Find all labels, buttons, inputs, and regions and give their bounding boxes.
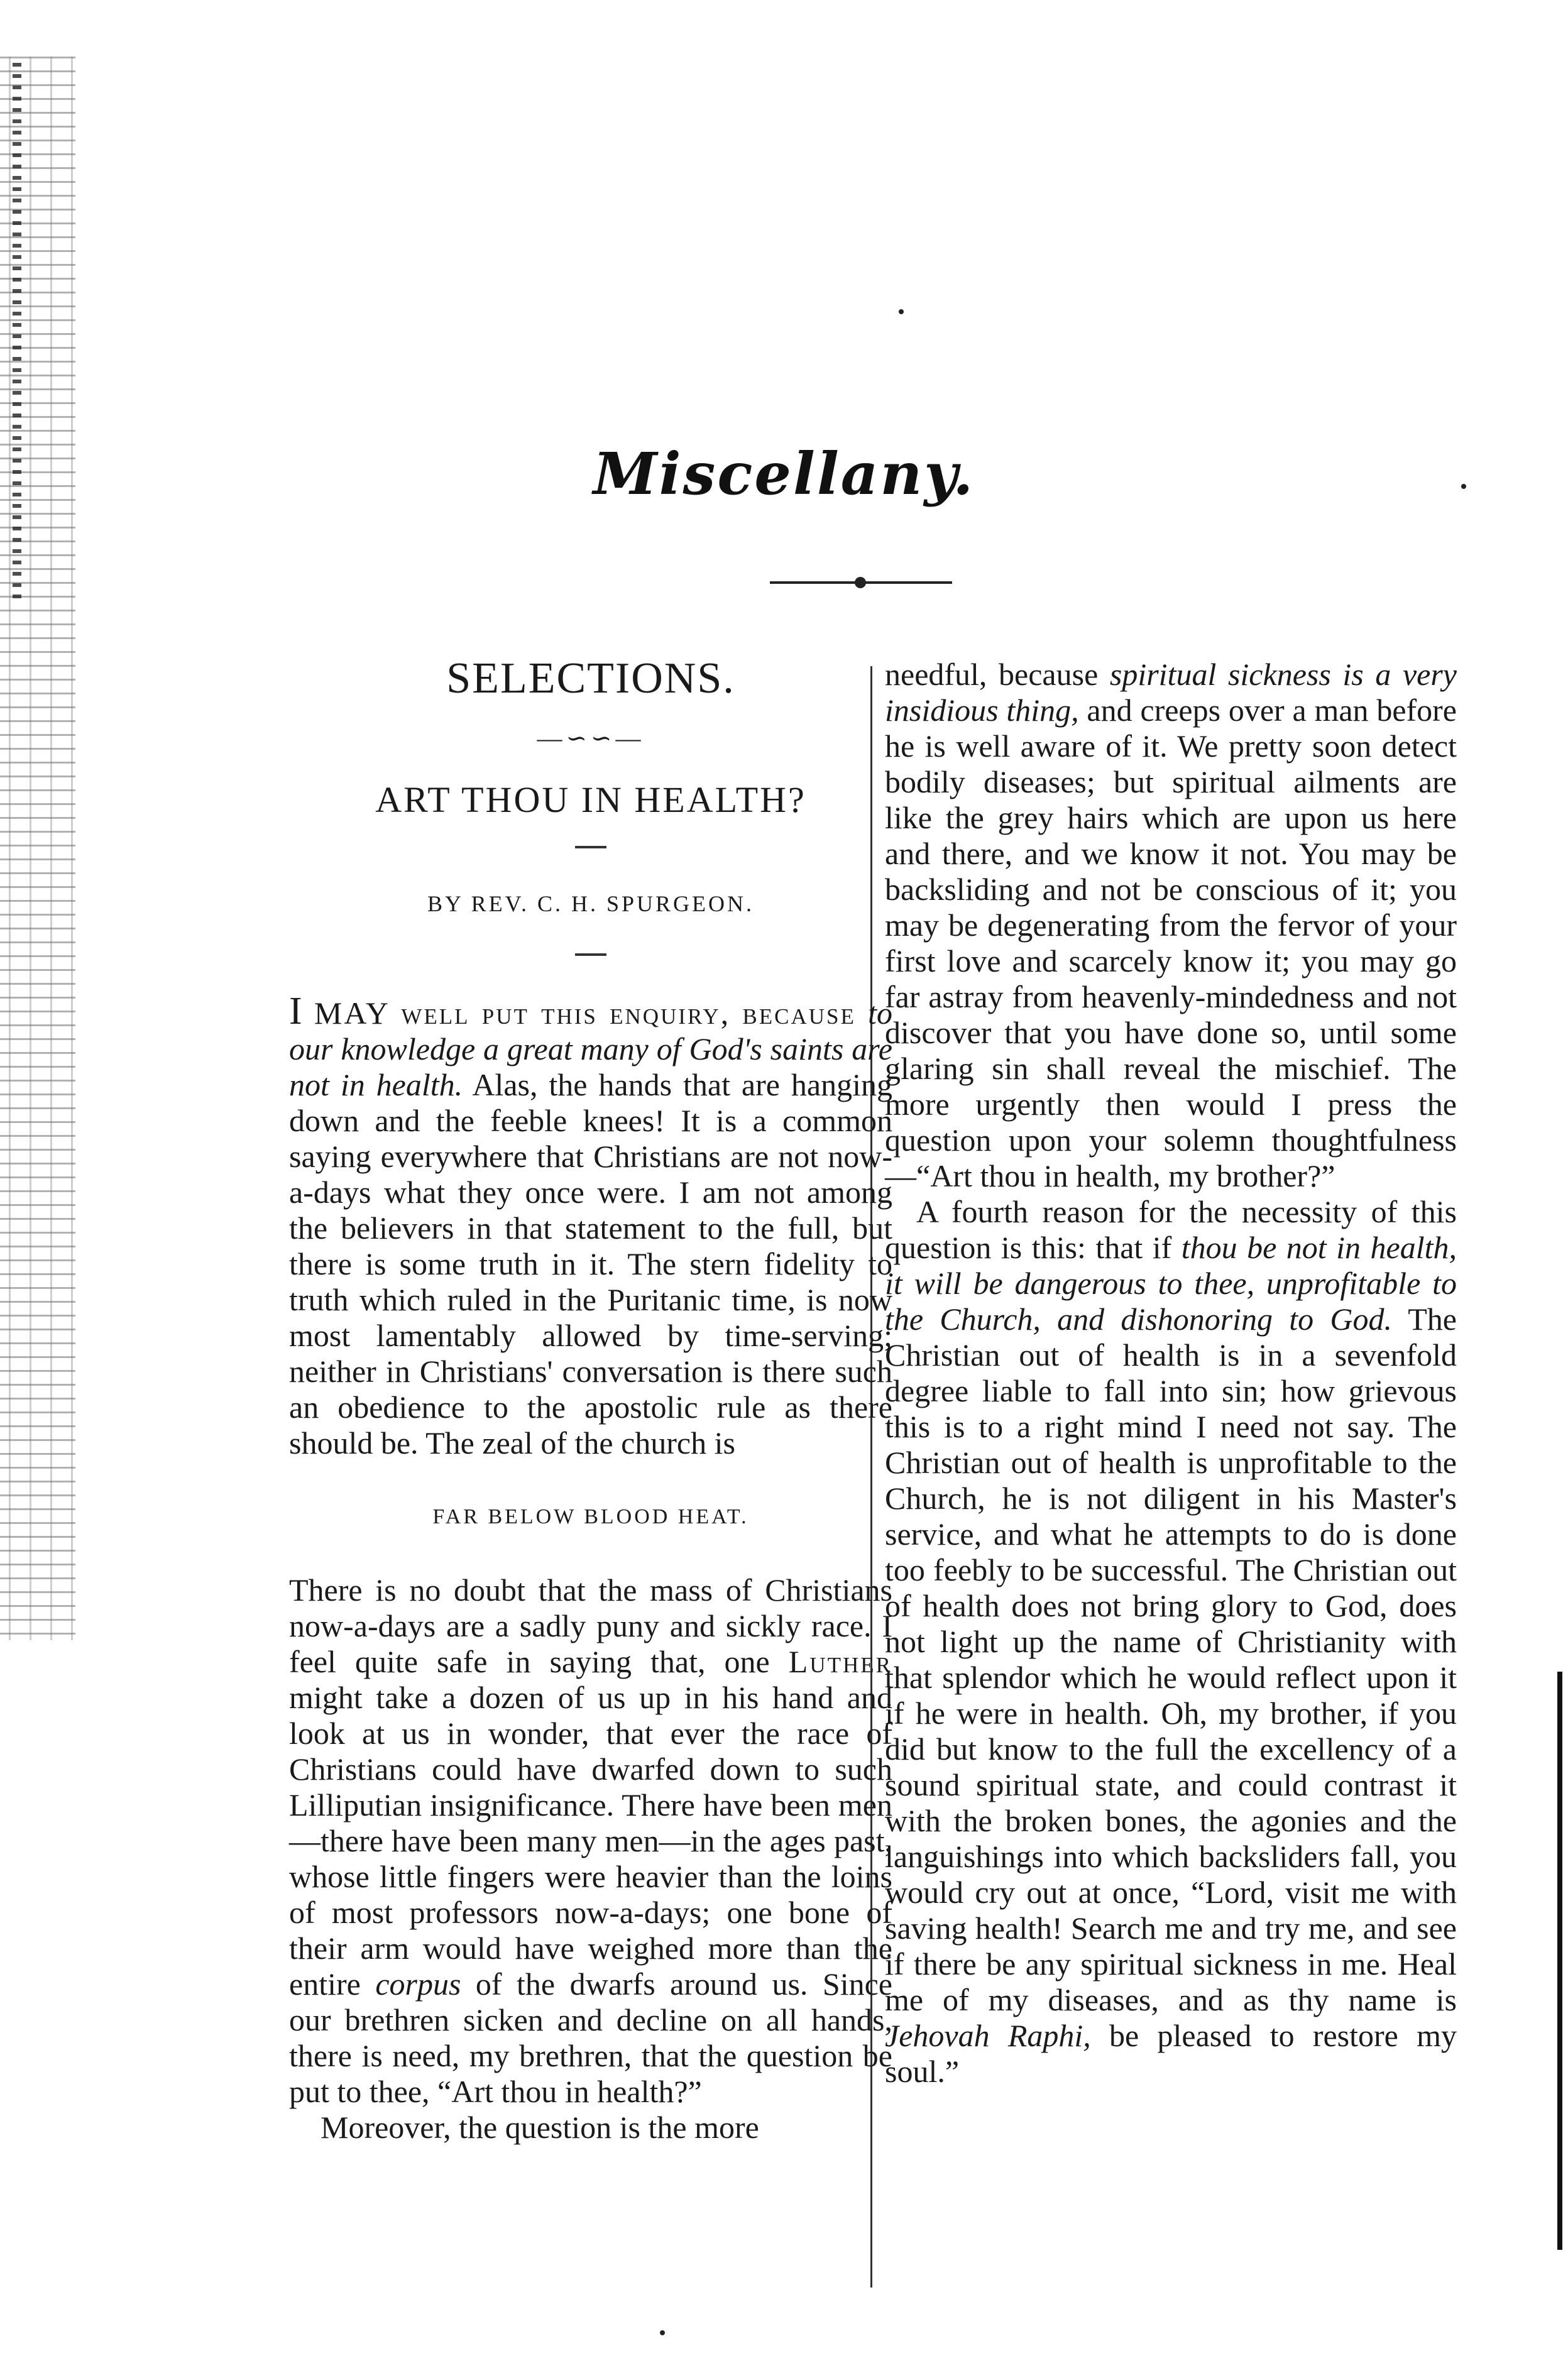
- scan-right-edge-rule: [1557, 1672, 1562, 2250]
- right-column: [885, 657, 1457, 2090]
- emphasis-text: spiritual sickness is a very insidious thing,: [885, 657, 1457, 728]
- section-title: SELECTIONS.: [446, 654, 735, 703]
- byline: BY REV. C. H. SPURGEON.: [427, 891, 755, 916]
- article-title: ART THOU IN HEALTH?: [375, 779, 806, 820]
- title-rule: [575, 846, 606, 848]
- paragraph: [885, 1194, 1457, 2090]
- paragraph: [289, 990, 892, 1461]
- paragraph-text: MAY well put this enquiry, because: [302, 995, 869, 1031]
- small-caps-name: Luther: [788, 1644, 892, 1679]
- emphasis-text: thou be not in health, it will be dangerous to thee, unprofitable to the Church, and dishonoring to God.: [885, 1230, 1457, 1337]
- paragraph-text: of the dwarfs around us. Since our brethren sicken and decline on all hands, there is need, my brethren, that the question be put to thee, “Art thou in health?”: [289, 1966, 892, 2109]
- paragraph-text: Alas, the hands that are hanging down and the feeble knees! It is a common saying everywhere that Christians are not now-a-days what they once were. I am not among the believers in that statement to the full, but there is some truth in it. The stern fidelity to truth which ruled in the Puritanic time, is now most lamentably allowed by time-serving; neither in Christians' conversation is there such an obedience to the apostolic rule as there should be. The zeal of the church is: [289, 1067, 892, 1461]
- scan-speck: [660, 2330, 665, 2335]
- emphasis-text: Jehovah Raphi,: [885, 2018, 1091, 2053]
- paragraph-text: A fourth reason for the necessity of this question is this: that if: [885, 1194, 1457, 1265]
- drop-cap: I: [289, 990, 302, 1033]
- paragraph-text: The Christian out of health is in a sevenfold degree liable to fall into sin; how grievous this is to a right mind I need not say. The Christian out of health is unprofitable to the Church, he is not diligent in his Master's service, and what he attempts to do is done too feebly to be successful. The Christian out of health does not bring glory to God, does not light up the name of Christianity with that splendor which he would reflect upon it if he were in health. Oh, my brother, if you did but know to the full the excellency of a sound spiritual state, and could contrast it with the broken bones, the agonies and the languishings into which backsliders fall, you would cry out at once, “Lord, visit me with saving health! Search me and try me, and see if there be any spiritual sickness in me. Heal me of my diseases, and as thy name is: [885, 1302, 1457, 2017]
- paragraph: Moreover, the question is the more: [321, 2110, 759, 2145]
- paragraph-text: be pleased to restore my soul.”: [885, 2018, 1457, 2089]
- emphasis-text: corpus: [375, 1966, 461, 2002]
- left-column: [289, 654, 892, 2146]
- scan-speck: [899, 309, 904, 314]
- subheading: FAR BELOW BLOOD HEAT.: [432, 1505, 749, 1528]
- paragraph-text: and creeps over a man before he is well aware of it. We pretty soon detect bodily diseases; but spiritual ailments are like the grey hairs which are upon us here and there, and we know it not. You may be backsliding and not be conscious of it; you may be degenerating from the fervor of your first love and scarcely know it; you may go far astray from heavenly-mindedness and not discover that you have done so, until some glaring sin shall reveal the mischief. The more urgently then would I press the question upon your solemn thoughtfulness—“Art thou in health, my brother?”: [885, 693, 1457, 1193]
- scan-edge-artifact: [0, 57, 75, 1640]
- paragraph: [289, 1572, 892, 2110]
- emphasis-text: to our knowledge a great many of God's saints are not in health.: [289, 995, 892, 1102]
- masthead-title: Miscellany.: [593, 440, 975, 508]
- section-ornament: —∽∽—: [537, 724, 645, 752]
- paragraph: [885, 657, 1457, 1194]
- byline-rule: [575, 953, 606, 956]
- paragraph-text: There is no doubt that the mass of Christians now-a-days are a sadly puny and sickly race. I feel quite safe in saying that, one: [289, 1572, 892, 1679]
- paragraph-text: needful, because: [885, 657, 1110, 692]
- scan-edge-artifact-strip: [13, 63, 21, 603]
- paragraph-text: might take a dozen of us up in his hand and look at us in wonder, that ever the race of Christians could have dwarfed down to such Lilliputian insignificance. There have been men—there have been many men—in the ages past, whose little fingers were heavier than the loins of most professors now-a-days; one bone of their arm would have weighed more than the entire: [289, 1680, 892, 2002]
- masthead-ornament: [855, 577, 866, 588]
